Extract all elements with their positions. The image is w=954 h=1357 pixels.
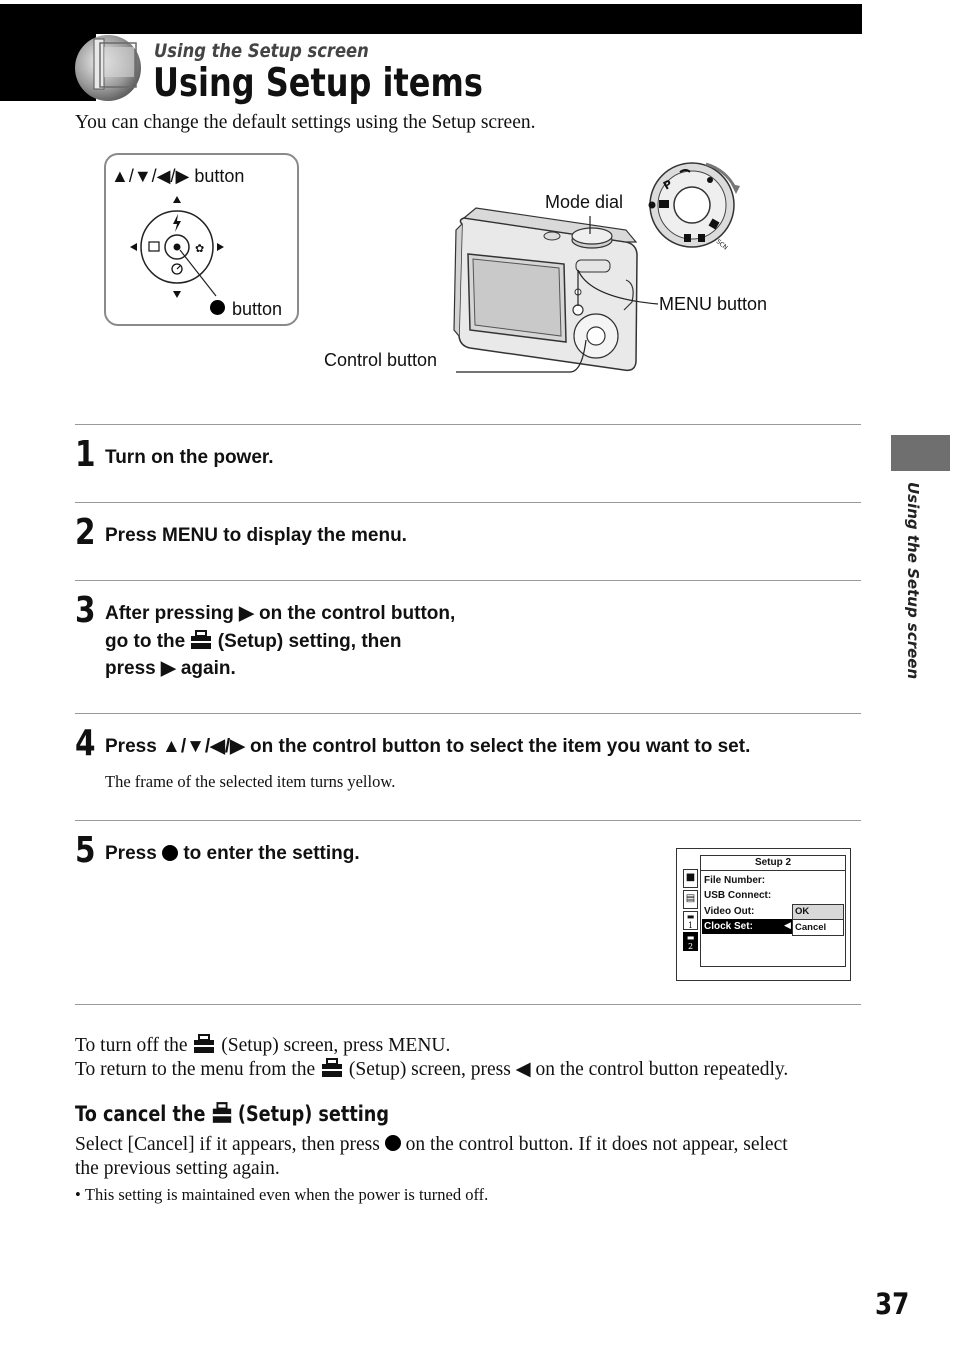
lcd-item: File Number: [704,875,766,886]
step-number: 5 [75,830,96,871]
center-button-label: button [232,299,283,319]
lcd-options [792,904,844,936]
step-text: Turn on the power. [105,447,274,468]
step-number: 3 [75,590,96,631]
center-button-icon [210,300,225,315]
step-number: 4 [75,723,96,764]
svg-text:✿: ✿ [195,242,205,255]
text-part: To turn off the [75,1035,188,1056]
step-divider [75,424,861,425]
intro-text: You can change the default settings using the Setup screen. [75,112,536,133]
menu-button-label: MENU button [659,294,768,314]
header-bar [0,4,862,34]
step-text: press ▶ again. [105,658,236,679]
text-part: To return to the menu from the [75,1059,316,1080]
center-button-icon [385,1135,401,1151]
dial-mark-scn: SCN [714,238,729,252]
cancel-heading [75,1100,389,1128]
dial-mark-p: P [661,177,675,193]
camera-illustration [440,150,760,390]
step-text-part: Press [105,843,157,864]
toolbox-icon [320,1058,344,1078]
setup2-tab-icon: ▬ 2 [683,932,698,951]
bullet-text: This setting is maintained even when the power is turned off. [84,1185,489,1204]
step-text-part: go to the [105,631,186,652]
center-button-icon [162,845,178,861]
step-number: 1 [75,434,96,475]
lcd-title: Setup 2 [701,856,845,871]
toolbox-icon [212,1102,232,1124]
return-text [75,1058,788,1082]
setup1-tab-icon: ▬ 1 [683,911,698,930]
tab-number: 1 [687,921,694,930]
text-part: on the control button. If it does not appear, select [405,1134,788,1155]
toolbox-icon [192,1034,216,1054]
step-text: Press ▲/▼/◀/▶ on the control button to select the item you want to set. [105,736,751,757]
step-text-line [105,628,401,656]
page-number: 37 [875,1287,910,1321]
step-note: The frame of the selected item turns yellow. [105,772,396,791]
bullet-dot: • [75,1185,85,1204]
section-emblem-icon [72,33,144,103]
side-tab-label: Using the Setup screen [904,482,922,680]
lcd-option-ok: OK [793,905,843,920]
setup-screen-preview [676,848,851,981]
lcd-panel [700,855,846,967]
step-divider [75,713,861,714]
lcd-item: Video Out: [704,906,755,917]
bullet-note [75,1185,488,1205]
step-divider [75,1004,861,1005]
memory-tab-icon: ▤ [683,890,698,909]
turn-off-text [75,1034,450,1058]
control-pad-diagram [120,190,240,310]
heading-part: (Setup) setting [237,1102,390,1126]
step-divider [75,502,861,503]
lcd-tab-column [683,869,698,951]
step-divider [75,580,861,581]
tab-number: 2 [687,942,694,951]
control-button-label: Control button [324,350,438,370]
heading-part: To cancel the [75,1102,206,1126]
lcd-option-cancel: Cancel [795,922,827,933]
step-divider [75,820,861,821]
arrows-button-label: ▲/▼/◀/▶ button [111,166,245,186]
text-part: Select [Cancel] if it appears, then press [75,1134,380,1155]
toolbox-icon [190,630,212,650]
left-arrow-icon: ◀ [784,921,791,931]
step-text: After pressing ▶ on the control button, [105,603,456,624]
step-text-part: to enter the setting. [183,843,360,864]
step-text-line [105,840,360,868]
cancel-body-line2: the previous setting again. [75,1158,280,1179]
step-number: 2 [75,512,96,553]
text-part: (Setup) screen, press ◀ on the control button repeatedly. [348,1059,789,1080]
side-tab-marker [891,435,950,471]
lcd-item: USB Connect: [704,890,772,901]
mode-dial-label: Mode dial [545,192,624,212]
page-title: Using Setup items [153,61,483,106]
text-part: (Setup) screen, press MENU. [221,1035,451,1056]
step-text: Press MENU to display the menu. [105,525,407,546]
camera-tab-icon: ■ [683,869,698,888]
cancel-body [75,1133,788,1157]
step-text-part: (Setup) setting, then [217,631,402,652]
lcd-item: Clock Set: [704,921,753,932]
section-label: Using the Setup screen [154,40,369,62]
